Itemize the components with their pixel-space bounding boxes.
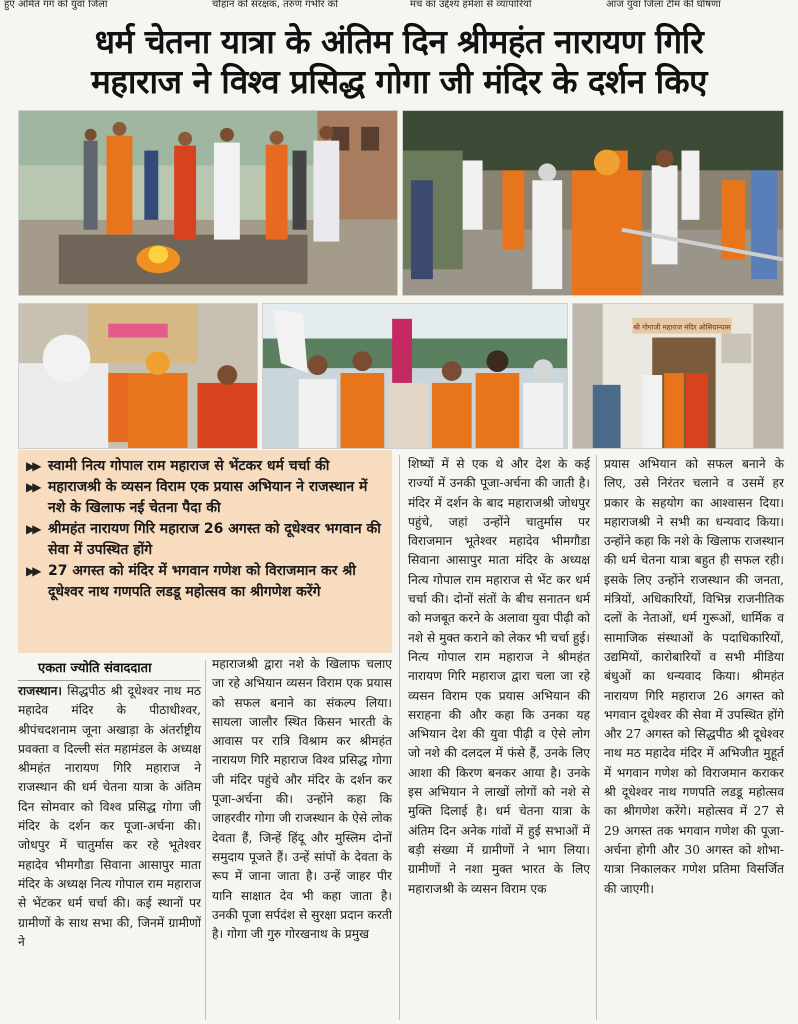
photo-temple-entrance bbox=[572, 303, 784, 449]
article-text: सिद्धपीठ श्री दूधेश्वर नाथ मठ महादेव मंदिर के पीठाधीश्वर, श्रीपंचदशनाम जूना अखाड़ा के अंतर्राष्ट्रीय प्रवक्ता व दिल्ली संत महामंडल के अध्यक्ष श्रीमहंत नारायण गिरि महाराज ने राजस्थान की धर्म चेतना यात्रा के अंतिम दिन सोमवार को विश्व प्रसिद्ध गोगा जी मंदिर के दर्शन कर पूजा-अर्चना की। जोधपुर में चातुर्मास कर रहे भूतेश्वर महादेव भीमगौडा सिवाना आसापुर माता मंदिर के अध्यक्ष नित्य गोपाल राम महाराज से भेंटकर धर्म चर्चा की। कई स्थानों पर ग्रामीणों के साथ सभा की, जिनमें ग्रामीणों ने bbox=[18, 684, 202, 949]
headline-line-1: धर्म चेतना यात्रा के अंतिम दिन श्रीमहंत नारायण गिरि bbox=[94, 22, 704, 61]
temple-signboard-text: श्री गोगाजी महाराज मंदिर ओसियान्यास bbox=[633, 323, 731, 332]
headline bbox=[14, 22, 784, 102]
article-column-3 bbox=[408, 455, 590, 899]
highlight-item bbox=[26, 519, 384, 561]
photo-havan-ceremony bbox=[18, 110, 398, 296]
photo-procession bbox=[402, 110, 784, 296]
highlight-item bbox=[26, 477, 384, 519]
arrow-bullet-icon: ▶▶ bbox=[26, 522, 39, 536]
highlight-item bbox=[26, 456, 384, 477]
highlights-box bbox=[18, 450, 392, 653]
highlight-text: महाराजश्री के व्यसन विराम एक प्रयास अभियान ने राजस्थान में नशे के खिलाफ नई चेतना पैदा की bbox=[48, 479, 368, 516]
photo-swami-meeting bbox=[18, 303, 258, 449]
highlight-text: स्वामी नित्य गोपाल राम महाराज से भेंटकर धर्म चर्चा की bbox=[48, 458, 330, 474]
previous-article-strip bbox=[0, 0, 798, 14]
article-text: शिष्यों में से एक थे और देश के कई राज्यों में उनकी पूजा-अर्चना की जाती है। मंदिर में दर्शन के बाद महाराजश्री जोधपुर पहुंचे, जहां उन्होंने चातुर्मास पर विराजमान भूतेश्वर महादेव भीमगौडा सिवाना आसापुर माता मंदिर के अध्यक्ष नित्य गोपाल राम महाराज से भेंट कर धर्म चर्चा की। दोनों संतों के बीच सनातन धर्म को मजबूत करने के अलावा युवा पीढ़ी को नशे से मुक्त कराने को लेकर भी चर्चा हुई। नित्य गोपाल राम महाराज ने श्रीमहंत नारायण गिरि महाराज द्वारा चला जा रहे व्यसन विराम एक प्रयास अभियान की सराहना की और कहा कि उनका यह अभियान देश की युवा पीढ़ी व ऐसे लोग जो नशे की दलदल में फंसे हैं, उनके लिए आशा की किरण बनकर आया है। उनके इस अभियान ने लाखों लोगों को नशे से मुक्ति दिलाई है। धर्म चेतना यात्रा के अंतिम दिन अनेक गांवों में हुई सभाओं में बड़ी संख्या में ग्रामीणों ने भाग लिया। ग्रामीणों ने नशा मुक्त भारत के लिए महाराजश्री के व्यसन विराम एक bbox=[408, 457, 590, 896]
column-divider bbox=[399, 455, 400, 1020]
column-divider bbox=[596, 455, 597, 1020]
byline: एकता ज्योति संवाददाता bbox=[18, 658, 200, 681]
arrow-bullet-icon: ▶▶ bbox=[26, 459, 39, 473]
headline-line-2: महाराज ने विश्व प्रसिद्ध गोगा जी मंदिर के दर्शन किए bbox=[91, 62, 707, 101]
column-divider bbox=[205, 660, 206, 1020]
article-column-1 bbox=[18, 682, 201, 952]
highlight-text: 27 अगस्त को मंदिर में भगवान गणेश को विराजमान कर श्री दूधेश्वर नाथ गणपति लडडू महोत्सव का श्रीगणेश करेंगे bbox=[48, 563, 356, 600]
strip-fragment: हुए अमित गग को युवा जिला bbox=[4, 0, 108, 10]
highlight-item bbox=[26, 561, 384, 603]
article-text: प्रयास अभियान को सफल बनाने के लिए, उसे निरंतर चलाने व उसमें हर प्रकार के सहयोग का आश्वासन दिया। महाराजश्री ने सभी का धन्यवाद किया। उन्होंने कहा कि नशे के खिलाफ राजस्थान की धर्म चेतना यात्रा बहुत ही सफल रही। इसके लिए उन्होंने राजस्थान की जनता, मंत्रियों, अधिकारियों, विभिन्न राजनीतिक दलों के नेताओं, धर्म गुरूओं, धार्मिक व सामाजिक संस्थाओं के पदाधिकारियों, उद्यमियों, कारोबारियों व सभी मीडिया बंधुओं का धन्यवाद किया। श्रीमहंत नारायण गिरि महाराज 26 अगस्त को भगवान दूधेश्वर की सेवा में उपस्थित होंगे और 27 अगस्त को सिद्धपीठ श्री दूधेश्वर नाथ मठ महादेव मंदिर में अभिजीत मुहूर्त में भगवान गणेश को विराजमान कराकर श्री दूधेश्वर नाथ गणपति लडडू महोत्सव का श्रीगणेश करेंगे। महोत्सव में 27 से 29 अगस्त तक भगवान गणेश की पूजा-अर्चना होगी और 30 अगस्त को शोभा-यात्रा निकालकर गणेश प्रतिमा विसर्जित की जाएगी। bbox=[604, 457, 784, 896]
article-column-2 bbox=[212, 655, 392, 944]
strip-fragment: चौहान को संरक्षक, तरुण गंभीर को bbox=[212, 0, 338, 10]
article-text: महाराजश्री द्वारा नशे के खिलाफ चलाए जा रहे अभियान व्यसन विराम एक प्रयास को सफल बनाने का संकल्प लिया। सायला जालौर स्थित किसन भारती के आवास पर रात्रि विश्राम कर श्रीमहंत नारायण गिरि महाराज विश्व प्रसिद्ध गोगा जी मंदिर पहुंचे और मंदिर के दर्शन कर पूजा-अर्चना की। उन्होंने कहा कि जाहरवीर गोगा जी राजस्थान के ऐसे लोक देवता हैं, जिन्हें हिंदू और मुस्लिम दोनों समुदाय पूजते हैं। उन्हें सांपों के देवता के रूप में जाना जाता है। उन्हें जाहर पीर यानि साक्षात देव भी कहा जाता है। उनकी पूजा सर्पदंश से सुरक्षा प्रदान करती है। गोगा जी गुरु गोरखनाथ के प्रमुख bbox=[212, 657, 392, 942]
strip-fragment: आज युवा जिला टीम की घोषणा bbox=[606, 0, 721, 10]
highlight-text: श्रीमहंत नारायण गिरि महाराज 26 अगस्त को दूधेश्वर भगवान की सेवा में उपस्थित होंगे bbox=[48, 521, 381, 558]
strip-fragment: मंच का उद्देश्य हमेशा से व्यापारियों bbox=[410, 0, 532, 10]
arrow-bullet-icon: ▶▶ bbox=[26, 480, 39, 494]
article-column-4 bbox=[604, 455, 784, 899]
photo-group-flag bbox=[262, 303, 568, 449]
dateline: राजस्थान। bbox=[18, 684, 63, 698]
arrow-bullet-icon: ▶▶ bbox=[26, 564, 39, 578]
